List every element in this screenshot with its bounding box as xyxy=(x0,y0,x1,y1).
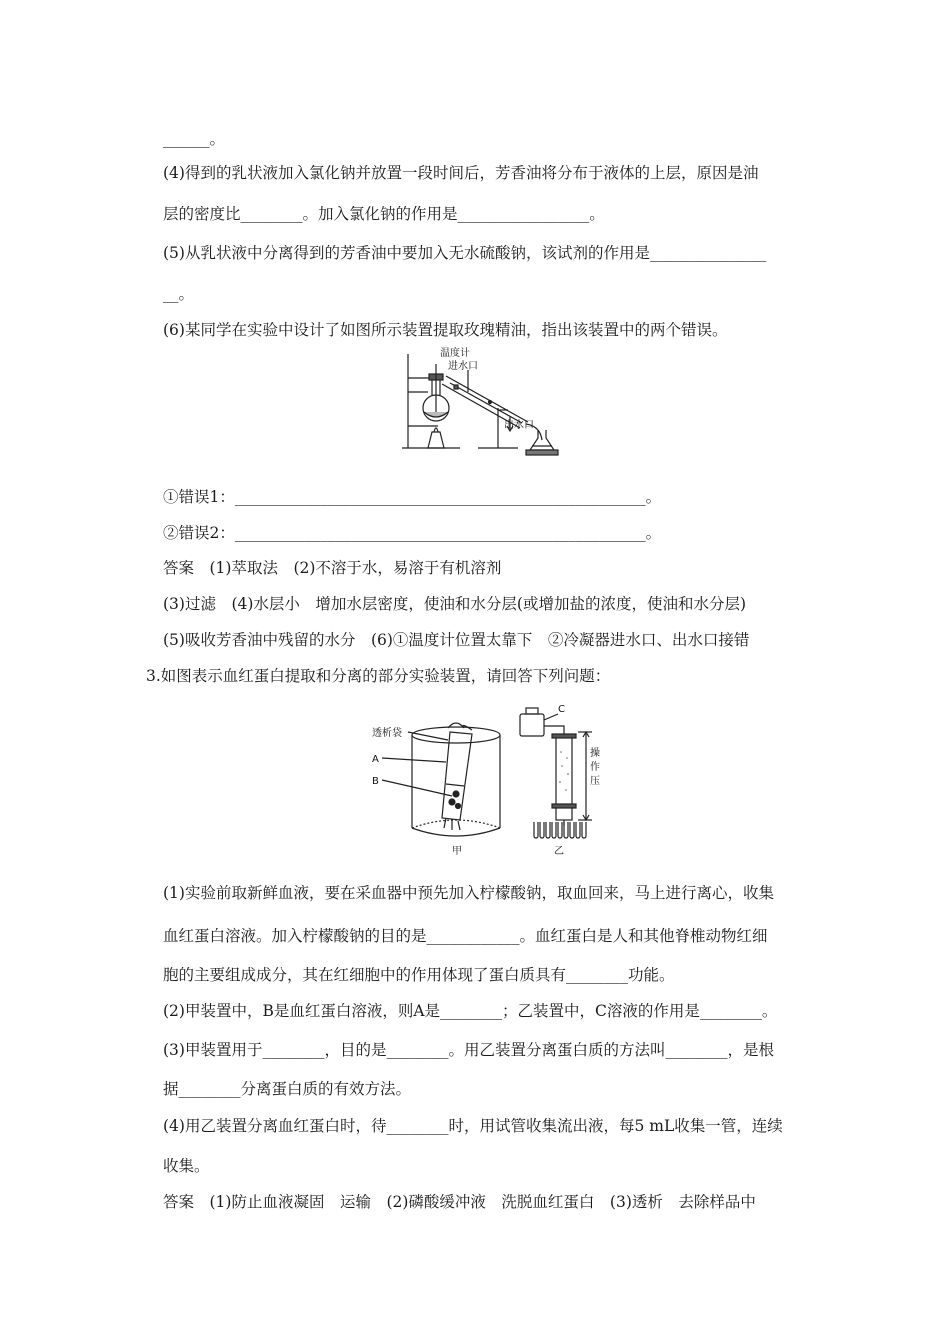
dialysis-bag-label: 透析袋 xyxy=(372,728,402,739)
hemoglobin-separation-figure xyxy=(368,700,600,860)
question-5-text: (5)从乳状液中分离得到的芳香油中要加入无水硫酸钠，该试剂的作用是_______________ xyxy=(163,244,767,262)
water-inlet-label: 进水口 xyxy=(448,361,478,372)
caption-yi: 乙 xyxy=(554,846,564,857)
error-1-line: ①错误1：_____________________________________________________。 xyxy=(163,488,662,506)
question-6-text: (6)某同学在实验中设计了如图所示装置提取玫瑰精油，指出该装置中的两个错误。 xyxy=(163,321,728,339)
label-a: A xyxy=(372,754,379,765)
question-3-heading: 3.如图表示血红蛋白提取和分离的部分实验装置，请回答下列问题： xyxy=(146,667,611,685)
answer-line-1: 答案 (1)萃取法 (2)不溶于水，易溶于有机溶剂 xyxy=(163,559,502,577)
distillation-apparatus-figure xyxy=(398,344,568,456)
question-5-text-cont: __。 xyxy=(163,285,195,303)
answer-blank-line: ______。 xyxy=(163,130,226,148)
pressure-label-1: 操 xyxy=(590,748,600,759)
error-2-line: ②错误2：_____________________________________________________。 xyxy=(163,524,662,542)
question-3-2-text: (2)甲装置中，B是血红蛋白溶液，则A是________；乙装置中，C溶液的作用是________。 xyxy=(163,1002,778,1020)
thermometer-label: 温度计 xyxy=(440,348,470,359)
pressure-label-3: 压 xyxy=(590,776,600,787)
caption-jia: 甲 xyxy=(452,846,462,857)
question-4-text-cont: 层的密度比________。加入氯化钠的作用是_________________。 xyxy=(163,205,605,223)
question-3-3-text: (3)甲装置用于________，目的是________。用乙装置分离蛋白质的方法叫________，是根 xyxy=(163,1041,774,1059)
label-c: C xyxy=(558,704,565,715)
water-outlet-label: 出水口 xyxy=(504,420,534,431)
pressure-label-2: 作 xyxy=(590,762,600,773)
question-3-1-text: (1)实验前取新鲜血液，要在采血器中预先加入柠檬酸钠，取血回来，马上进行离心，收集 xyxy=(163,884,774,902)
question-3-3-text-cont: 据________分离蛋白质的有效方法。 xyxy=(163,1080,412,1098)
answer-line-3: (5)吸收芳香油中残留的水分 (6)①温度计位置太靠下 ②冷凝器进水口、出水口接错 xyxy=(163,631,750,649)
question-3-4-text: (4)用乙装置分离血红蛋白时，待________时，用试管收集流出液，每5 mL收集一管，连续 xyxy=(163,1117,783,1135)
label-b: B xyxy=(372,776,379,787)
question-3-1-text-cont: 血红蛋白溶液。加入柠檬酸钠的目的是____________。血红蛋白是人和其他脊椎动物红细 xyxy=(163,927,768,945)
question-3-1-text-cont2: 胞的主要组成成分，其在红细胞中的作用体现了蛋白质具有________功能。 xyxy=(163,966,675,984)
answer-line-q3: 答案 (1)防止血液凝固 运输 (2)磷酸缓冲液 洗脱血红蛋白 (3)透析 去除样品中 xyxy=(163,1193,756,1211)
question-3-4-text-cont: 收集。 xyxy=(163,1157,210,1175)
question-4-text: (4)得到的乳状液加入氯化钠并放置一段时间后，芳香油将分布于液体的上层，原因是油 xyxy=(163,164,759,182)
answer-line-2: (3)过滤 (4)水层小 增加水层密度，使油和水分层(或增加盐的浓度，使油和水分层) xyxy=(163,595,747,613)
